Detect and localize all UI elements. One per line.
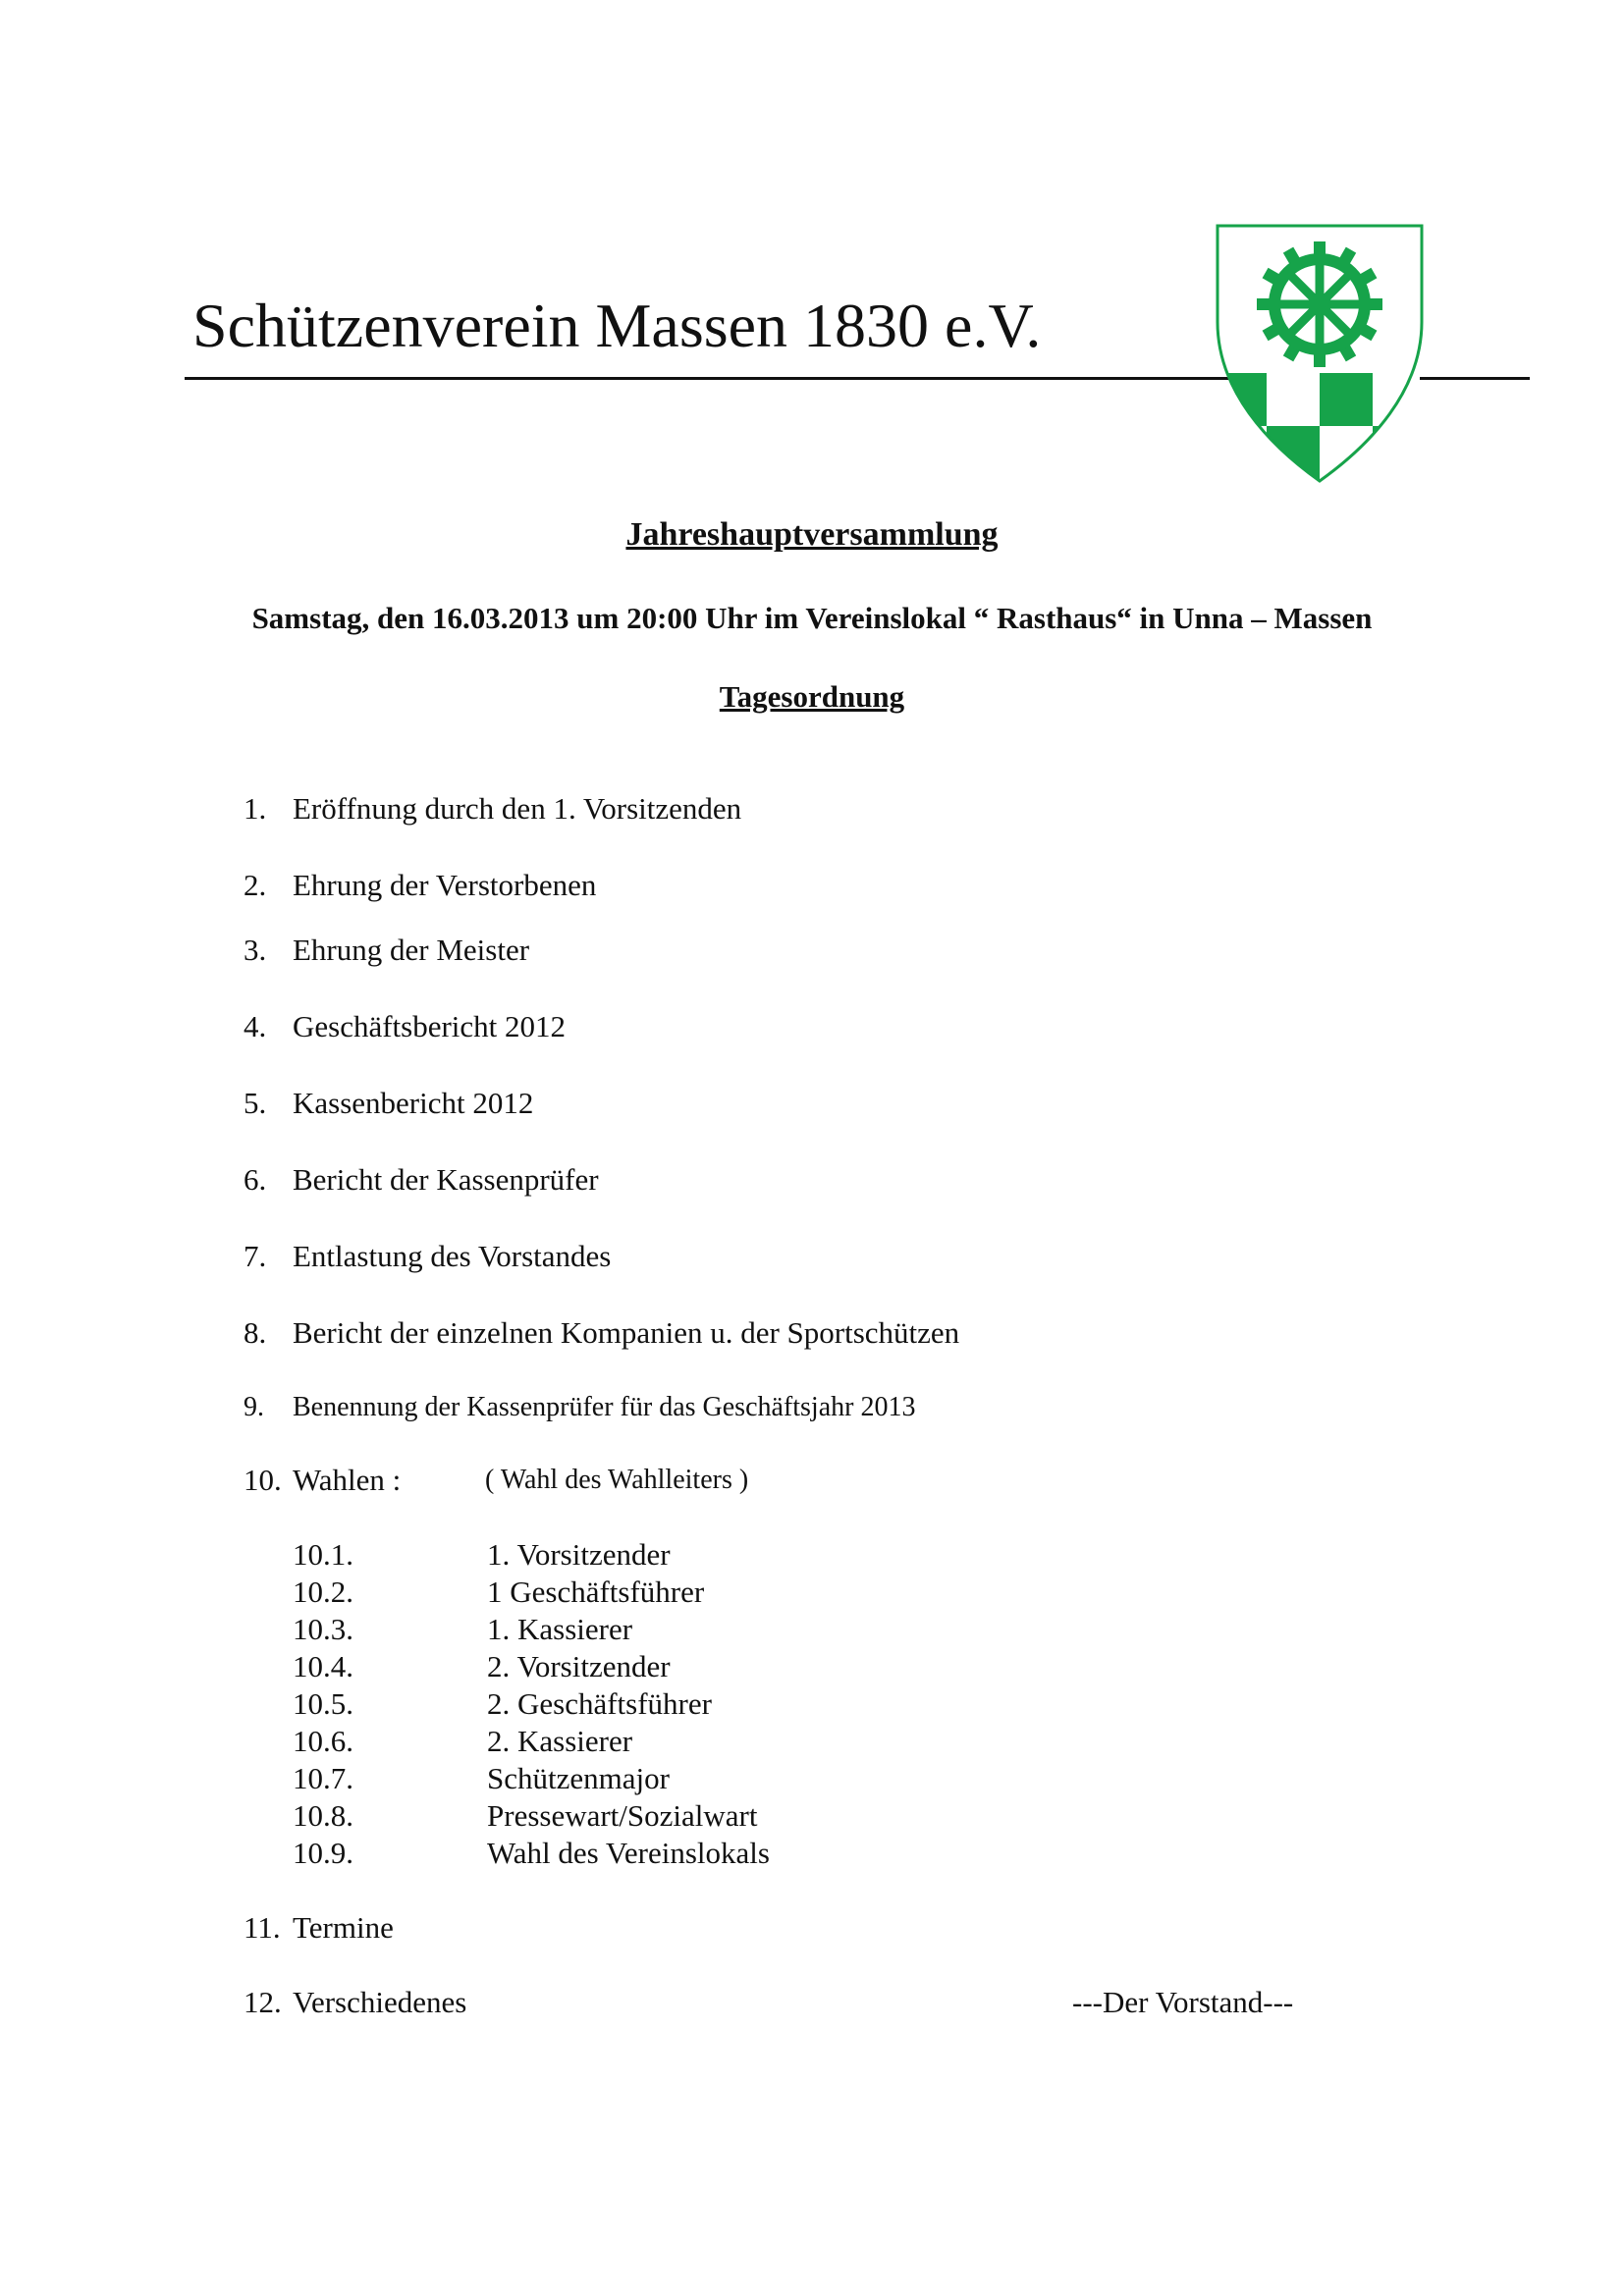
meeting-details: Samstag, den 16.03.2013 um 20:00 Uhr im Vereinslokal “ Rasthaus“ in Unna – Massen xyxy=(251,601,1373,635)
crest-check xyxy=(1267,479,1320,485)
crest-check xyxy=(1373,479,1426,485)
crest-check xyxy=(1320,426,1373,479)
agenda-item-number: 5. xyxy=(244,1086,267,1120)
election-text: 2. Geschäftsführer xyxy=(487,1686,712,1721)
header-rule xyxy=(185,377,1231,380)
agenda-item-text: Wahlen : xyxy=(293,1463,402,1497)
election-number: 10.8. xyxy=(293,1798,353,1833)
crest-check xyxy=(1267,426,1320,479)
agenda-item-text: Bericht der Kassenprüfer xyxy=(293,1162,599,1197)
agenda-item-number: 12. xyxy=(244,1985,282,2019)
crest-check xyxy=(1320,479,1373,485)
agenda-item-text: Verschiedenes xyxy=(293,1985,467,2019)
crest-check xyxy=(1214,479,1267,485)
signoff: ---Der Vorstand--- xyxy=(1072,1985,1294,2019)
agenda-item-number: 2. xyxy=(244,868,267,902)
crest-check xyxy=(1214,426,1267,479)
election-number: 10.6. xyxy=(293,1724,353,1758)
document-heading: Jahreshauptversammlung xyxy=(625,516,999,553)
agenda-item-text: Benennung der Kassenprüfer für das Geschäftsjahr 2013 xyxy=(293,1392,916,1422)
agenda-item-text: Entlastung des Vorstandes xyxy=(293,1239,612,1273)
agenda-item-number: 4. xyxy=(244,1009,267,1043)
election-number: 10.1. xyxy=(293,1537,353,1572)
election-text: Pressewart/Sozialwart xyxy=(487,1798,758,1833)
election-number: 10.4. xyxy=(293,1649,353,1683)
election-text: 1 Geschäftsführer xyxy=(487,1575,705,1609)
agenda-item-number: 3. xyxy=(244,933,267,967)
election-number: 10.3. xyxy=(293,1612,353,1646)
organization-title: Schützenverein Massen 1830 e.V. xyxy=(192,291,1042,360)
election-number: 10.9. xyxy=(293,1836,353,1870)
agenda-item-text: Kassenbericht 2012 xyxy=(293,1086,534,1120)
election-text: 1. Kassierer xyxy=(487,1612,633,1646)
agenda-item-number: 11. xyxy=(244,1910,281,1945)
crest-check xyxy=(1373,426,1426,479)
header-rule-end xyxy=(1420,377,1530,380)
crest-check xyxy=(1320,373,1373,426)
agenda-item-text: Geschäftsbericht 2012 xyxy=(293,1009,567,1043)
agenda-item-note: ( Wahl des Wahlleiters ) xyxy=(485,1465,749,1495)
election-text: Schützenmajor xyxy=(487,1761,670,1795)
election-text: Wahl des Vereinslokals xyxy=(487,1836,770,1870)
agenda-item-text: Ehrung der Verstorbenen xyxy=(293,868,597,902)
election-text: 2. Vorsitzender xyxy=(487,1649,671,1683)
agenda-item-number: 6. xyxy=(244,1162,267,1197)
election-number: 10.7. xyxy=(293,1761,353,1795)
agenda-item-number: 1. xyxy=(244,791,267,826)
agenda-item-number: 9. xyxy=(244,1392,264,1422)
election-number: 10.2. xyxy=(293,1575,353,1609)
agenda-item-number: 7. xyxy=(244,1239,267,1273)
club-crest-logo xyxy=(1214,224,1426,485)
agenda-item-text: Bericht der einzelnen Kompanien u. der Sportschützen xyxy=(293,1315,960,1350)
agenda-heading: Tagesordnung xyxy=(719,679,905,714)
agenda-item-text: Termine xyxy=(293,1910,394,1945)
wheel-hub xyxy=(1309,294,1330,315)
agenda-item-number: 10. xyxy=(244,1463,282,1497)
election-number: 10.5. xyxy=(293,1686,353,1721)
crest-check xyxy=(1267,373,1320,426)
agenda-item-number: 8. xyxy=(244,1315,267,1350)
checkered-pattern xyxy=(1214,373,1426,485)
election-text: 2. Kassierer xyxy=(487,1724,633,1758)
election-text: 1. Vorsitzender xyxy=(487,1537,671,1572)
agenda-item-text: Ehrung der Meister xyxy=(293,933,530,967)
agenda-item-text: Eröffnung durch den 1. Vorsitzenden xyxy=(293,791,742,826)
